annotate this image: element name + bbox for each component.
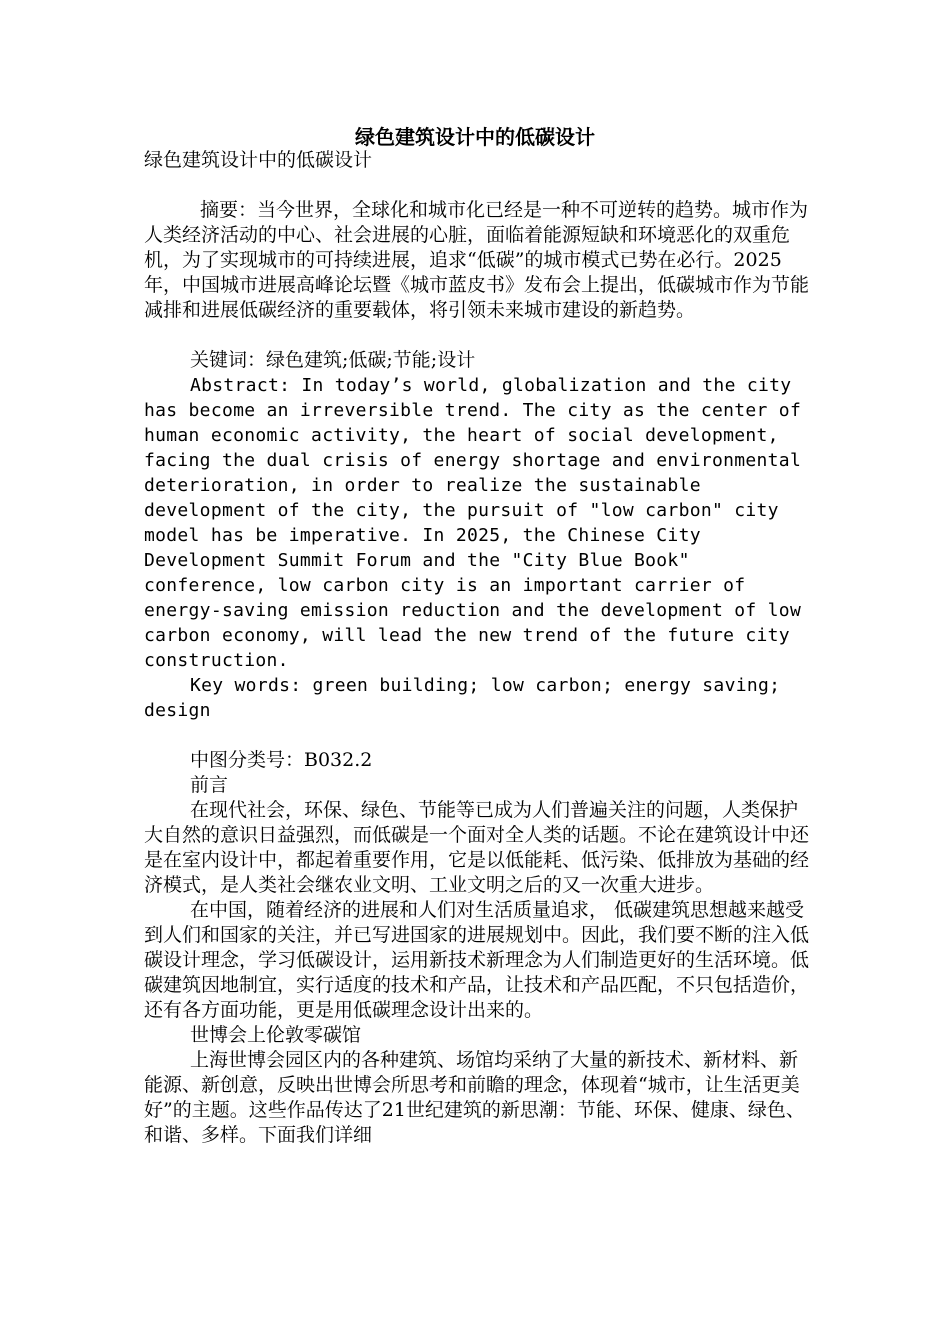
preface-paragraph-2: 在中国，随着经济的进展和人们对生活质量追求， 低碳建筑思想越来越受到人们和国家的关注，并已写进国家的进展规划中。因此，我们要不断的注入低碳设计理念，学习低碳设计，运用新技术新理念为人们制造更好的生活环境。低碳建筑因地制宜，实行适度的技术和产品，让技术和产品匹配，不只包括造价，还有各方面功能，更是用低碳理念设计出来的。 [144,899,810,1021]
abstract-cn: 摘要：当今世界，全球化和城市化已经是一种不可逆转的趋势。城市作为人类经济活动的中心、社会进展的心脏，面临着能源短缺和环境恶化的双重危机，为了实现城市的可持续进展，追求“低碳”的城市模式已势在必行。2025年，中国城市进展高峰论坛暨《城市蓝皮书》发布会上提出，低碳城市作为节能减排和进展低碳经济的重要载体，将引领未来城市建设的新趋势。 [144,199,810,321]
keywords-cn: 关键词：绿色建筑;低碳;节能;设计 [190,349,476,371]
preface-paragraph-1: 在现代社会，环保、绿色、节能等已成为人们普遍关注的问题，人类保护大自然的意识日益强烈，而低碳是一个面对全人类的话题。不论在建筑设计中还是在室内设计中，都起着重要作用，它是以低能耗、低污染、低排放为基础的经济模式，是人类社会继农业文明、工业文明之后的又一次重大进步。 [144,799,810,896]
preface-heading: 前言 [190,774,229,796]
blank-line [144,173,814,198]
keywords-en: Key words: green building; low carbon; energy saving; design [144,675,792,721]
abstract-en: Abstract: In today’s world, globalization and the city has become an irreversible trend. The city as the center of human economic activity, the heart of social development, facing the dual crisis of energy shortage and environmental deterioration, in order to realize the sustainable development of the city, the pursuit of "low carbon" city model has be imperative. In 2025, the Chinese City Development Summit Forum and the "City Blue Book" conference, low carbon city is an important carrier of energy-saving emission reduction and the development of low carbon economy, will lead the new trend of the future city construction. [144,375,813,671]
section-heading: 世博会上伦敦零碳馆 [190,1024,362,1046]
document-subtitle: 绿色建筑设计中的低碳设计 [144,149,373,171]
document-body [144,148,814,1148]
blank-line [144,323,814,348]
document-title: 绿色建筑设计中的低碳设计 [355,125,595,149]
classification-number: 中图分类号：B032.2 [190,749,373,771]
section-paragraph-1: 上海世博会园区内的各种建筑、场馆均采纳了大量的新技术、新材料、新能源、新创意，反映出世博会所思考和前瞻的理念，体现着“城市，让生活更美好”的主题。这些作品传达了21世纪建筑的新思潮：节能、环保、健康、绿色、和谐、多样。下面我们详细 [144,1049,805,1146]
blank-line [144,723,814,748]
